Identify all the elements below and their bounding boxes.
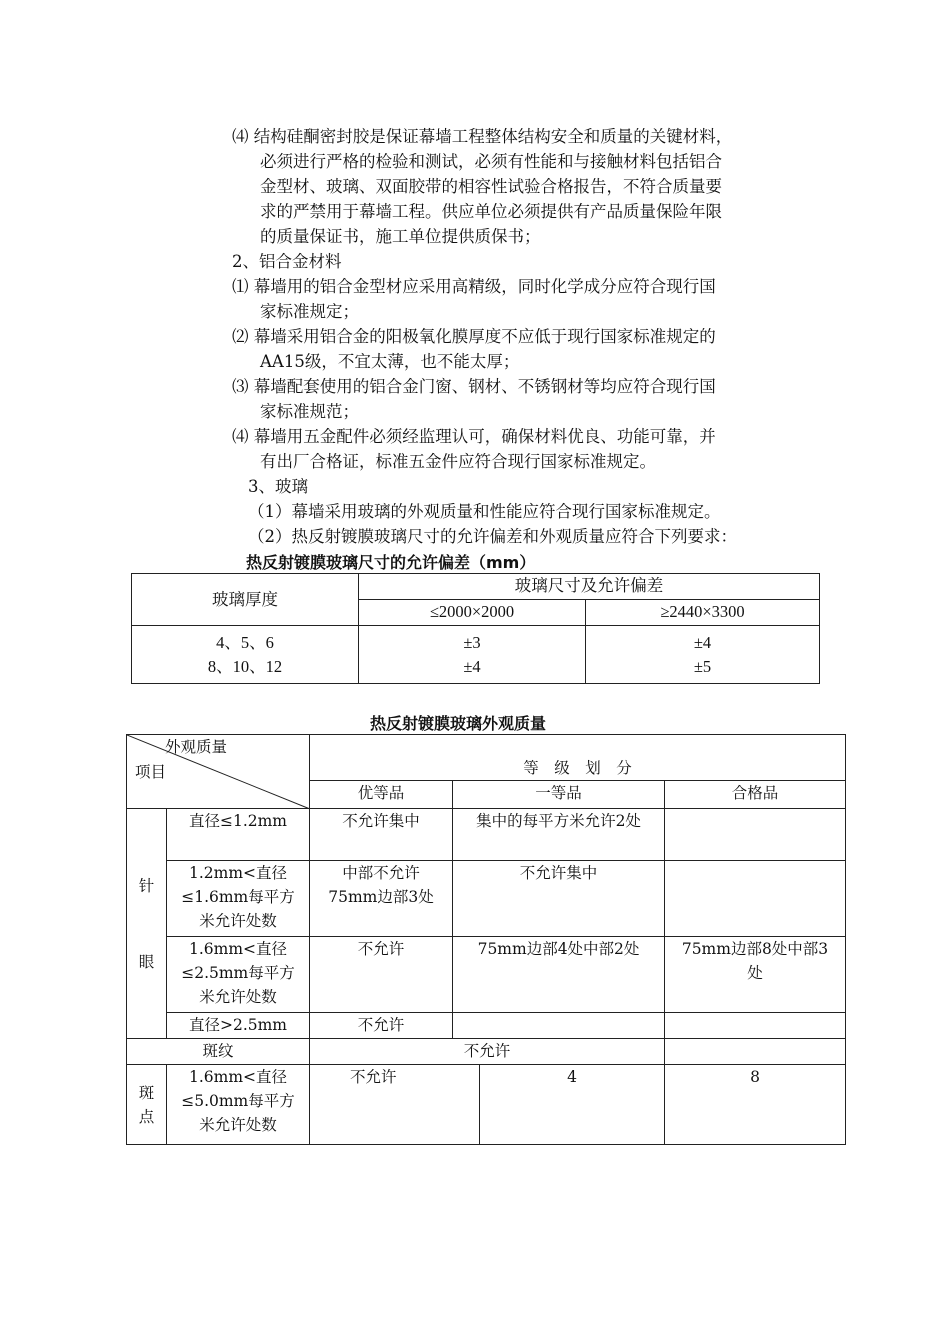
para-line: ⑶ 幕墙配套使用的铝合金门窗、钢材、不锈钢材等均应符合现行国 [232, 377, 716, 396]
spot-grade-2: 4 [480, 1065, 665, 1145]
grade-header: 等 级 划 分 [310, 735, 846, 781]
pinhole-label [127, 809, 167, 1039]
para-line: 金型材、玻璃、双面胶带的相容性试验合格报告，不符合质量要 [260, 177, 722, 196]
thickness-row-1: 4、5、6 [216, 632, 274, 652]
tolerance-a-row-2: ±4 [463, 656, 481, 676]
spot-label: 斑点 [127, 1065, 167, 1145]
col-thickness-header: 玻璃厚度 [132, 574, 359, 626]
para-line: 家标准规范； [260, 402, 359, 421]
pinhole-3-grade-1: 不允许 [310, 937, 453, 1013]
size-tolerance-table [131, 573, 820, 684]
pinhole-1-grade-2: 集中的每平方米允许2处 [453, 809, 665, 861]
para-line: ⑴ 幕墙用的铝合金型材应采用高精级，同时化学成分应符合现行国 [232, 277, 716, 296]
pinhole-item-3: 1.6mm<直径≤2.5mm每平方米允许处数 [167, 937, 310, 1013]
para-line: 有出厂合格证，标准五金件应符合现行国家标准规定。 [260, 452, 656, 471]
corner-top-label: 外观质量 [165, 738, 228, 756]
appearance-quality-table [126, 734, 846, 1145]
pinhole-label-2: 眼 [138, 952, 155, 971]
pinhole-3-grade-3: 75mm边部8处中部3处 [665, 937, 846, 1013]
pinhole-4-grade-1: 不允许 [310, 1013, 453, 1039]
col-group-header: 玻璃尺寸及允许偏差 [359, 574, 820, 600]
pinhole-item-1: 直径≤1.2mm [167, 809, 310, 861]
pinhole-3-grade-2: 75mm边部4处中部2处 [453, 937, 665, 1013]
spot-item: 1.6mm<直径≤5.0mm每平方米允许处数 [167, 1065, 310, 1145]
pinhole-4-grade-3 [665, 1013, 846, 1039]
col-a-header: ≤2000×2000 [359, 600, 586, 626]
grade-header-1: 优等品 [310, 781, 453, 809]
para-line: ⑷ 结构硅酮密封胶是保证幕墙工程整体结构安全和质量的关键材料， [232, 127, 733, 146]
corner-bottom-label: 项目 [135, 763, 167, 781]
section-heading: 3、玻璃 [248, 477, 308, 496]
pinhole-2-grade-2: 不允许集中 [453, 861, 665, 937]
thickness-row-2: 8、10、12 [207, 656, 283, 676]
para-line: 家标准规定； [260, 302, 359, 321]
para-line: 求的严禁用于幕墙工程。供应单位必须提供有产品质量保险年限 [260, 202, 722, 221]
section-heading: 2、铝合金材料 [232, 252, 342, 271]
pinhole-2-grade-1: 中部不允许75mm边部3处 [310, 861, 453, 937]
streak-label: 斑纹 [127, 1039, 310, 1065]
pinhole-item-2: 1.2mm<直径≤1.6mm每平方米允许处数 [167, 861, 310, 937]
grade-header-2: 一等品 [453, 781, 665, 809]
para-line: 必须进行严格的检验和测试，必须有性能和与接触材料包括铝合 [260, 152, 722, 171]
para-line: AA15级，不宜太薄，也不能太厚； [260, 352, 520, 371]
pinhole-label-1: 针 [138, 876, 155, 895]
streak-grade-3 [665, 1039, 846, 1065]
streak-value: 不允许 [310, 1039, 665, 1065]
tolerance-a-cell [359, 626, 586, 684]
pinhole-item-4: 直径>2.5mm [167, 1013, 310, 1039]
grade-header-3: 合格品 [665, 781, 846, 809]
thickness-cell [132, 626, 359, 684]
col-b-header: ≥2440×3300 [586, 600, 820, 626]
table2-caption: 热反射镀膜玻璃外观质量 [370, 714, 547, 733]
spot-grade-1: 不允许 [310, 1065, 480, 1145]
para-line: ⑵ 幕墙采用铝合金的阳极氧化膜厚度不应低于现行国家标准规定的 [232, 327, 716, 346]
corner-header [127, 735, 310, 809]
para-line: 的质量保证书，施工单位提供质保书； [260, 227, 541, 246]
pinhole-4-grade-2 [453, 1013, 665, 1039]
tolerance-b-row-1: ±4 [693, 632, 712, 652]
para-line: （1）幕墙采用玻璃的外观质量和性能应符合现行国家标准规定。 [248, 502, 721, 521]
tolerance-b-row-2: ±5 [693, 656, 712, 676]
tolerance-b-cell [586, 626, 820, 684]
para-line: ⑷ 幕墙用五金配件必须经监理认可，确保材料优良、功能可靠，并 [232, 427, 716, 446]
para-line: （2）热反射镀膜玻璃尺寸的允许偏差和外观质量应符合下列要求： [248, 527, 737, 546]
tolerance-a-row-1: ±3 [463, 632, 481, 652]
pinhole-2-grade-3 [665, 861, 846, 937]
pinhole-1-grade-3 [665, 809, 846, 861]
table1-caption: 热反射镀膜玻璃尺寸的允许偏差（mm） [246, 553, 536, 572]
spot-grade-3: 8 [665, 1065, 846, 1145]
pinhole-1-grade-1: 不允许集中 [310, 809, 453, 861]
